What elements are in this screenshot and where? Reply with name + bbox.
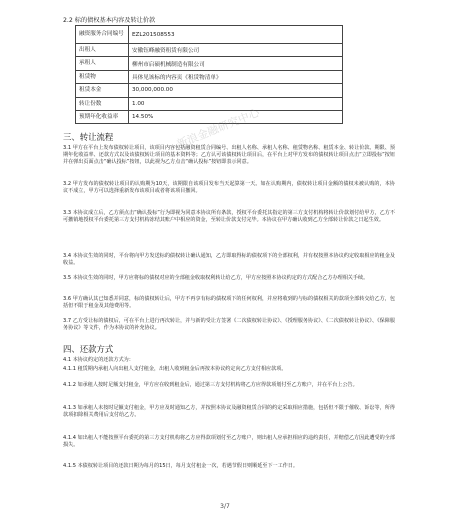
paragraph-3-7: 3.7 乙方受让标的债权后，可在平台上进行再次转让，并与新的受让方签署《二次债权转让协议》、《授理服务协议》、《二次债权转让协议》、《保障服务协议》等文件，作为本协议的补充协议。	[63, 318, 395, 331]
table-row	[76, 44, 343, 57]
debt-info-table	[75, 25, 343, 124]
section-three-heading: 三、转让流程	[63, 132, 114, 142]
paragraph-4-1-3: 4.1.3 如承租人未按时足额支付租金，甲方应及时通知乙方，并按照本协议及融资租赁合同的约定采取相应措施，包括但不限于催收、诉讼等，所得款项扣除相关费用后支付给乙方。	[63, 405, 395, 418]
table-label: 融资服务合同编号	[76, 26, 129, 44]
paragraph-3-1: 3.1 甲方在平台上发布债权转让项目，该项目内容包括融资租赁合同编号、出租人名称、承租人名称、租赁物名称、租赁本金、转让价款、期限、预期年化收益率、还款方式以及该债权转让项目的基本资料等；乙方认可该债权转让项目后，在平台上对甲方发布的债权转让项目点击“立即投标”按钮并在弹出页面点击“确认投标”按钮，以此视为乙方点击“确认投标”按钮即表示同意。	[63, 145, 395, 165]
table-value: 安徽钰峰融资租赁有限公司	[129, 44, 343, 57]
table-label: 出租人	[76, 44, 129, 57]
section-four-heading: 四、还款方式	[63, 344, 114, 354]
paragraph-3-2: 3.2 甲方发布的债权转让项目的认购期为10天，该期限自该项目发布当天起算第一天。如在认购期内，债权转让项目金额的债权未被认购的，本协议不成立，甲方可以选择重新发布该项目或者将该项目撤回。	[63, 181, 395, 194]
table-label: 租赁本金	[76, 84, 129, 97]
table-label: 转让份数	[76, 97, 129, 110]
table-value: 14.50%	[129, 110, 343, 123]
paragraph-3-5: 3.5 本协议生效的同时，甲方应将标的债权对应的全部租金收取权利转让给乙方，甲方应按照本协议约定的方式配合乙方办理相关手续。	[63, 275, 369, 281]
paragraph-3-3: 3.3 本协议成立后，乙方须点击“确认投标”行为即视为同意本协议所有条款，授权平台委托其指定的第三方支付机构将转让价款划付给甲方，乙方不可撤销地授权平台委托第三方支付机构冻结其账户中相应的资金，至转让价款支付完毕。本协议在甲方确认收到乙方全部转让价款之日起生效。	[63, 210, 395, 223]
table-value: 柳州市启硕机械制造有限公司	[129, 57, 343, 70]
paragraph-4-1: 4.1 本协议约定的还款方式为：	[63, 357, 134, 363]
section-heading: 2.2 标的债权基本内容及转让价款	[63, 17, 156, 24]
table-label: 承租人	[76, 57, 129, 70]
paragraph-3-4: 3.4 本协议生效的同时，平台将向甲方发送标的债权转让确认通知，乙方即取得标的债权项下的全部权利，并有权按照本协议约定收取相应的租金及收益。	[63, 253, 395, 266]
paragraph-4-1-1: 4.1.1 租赁期内承租人向出租人支付租金，出租人收到租金后再按本协议约定向乙方支付相应款项。	[63, 366, 287, 372]
paragraph-4-1-4: 4.1.4 如出租人不能按照平台委托的第三方支付机构将乙方应得款项划付至乙方账户，则出租人应承担相应的违约责任，并赔偿乙方因此遭受的全部损失。	[63, 435, 395, 448]
paragraph-4-1-2: 4.1.2 如承租人按时足额支付租金，甲方应在收到租金后，通过第三方支付机构将乙方应得款项划付至乙方账户，并在平台上公告。	[63, 382, 358, 388]
paragraph-3-6: 3.6 甲方确认其已知悉并同意，标的债权转让后，甲方不再享有标的债权项下的任何权利，并应将收到的与标的债权相关的款项全部转交给乙方，包括但不限于租金及其他费用等。	[63, 296, 395, 309]
table-label: 预期年化收益率	[76, 110, 129, 123]
table-row	[76, 26, 343, 44]
table-row	[76, 70, 343, 83]
table-value: EZL201508553	[129, 26, 343, 44]
table-value: 具体见该标的内容页《租赁物清单》	[129, 70, 343, 83]
page-number: 3/7	[220, 503, 230, 510]
table-value: 1.00	[129, 97, 343, 110]
table-row	[76, 57, 343, 70]
watermark: 新浪金融研究中心	[174, 105, 262, 151]
table-label: 租赁物	[76, 70, 129, 83]
table-value: 30,000,000.00	[129, 84, 343, 97]
paragraph-4-1-5: 4.1.5 本债权转让项目的还款日期为每月的15日，每月支付租金一次，若遇节假日则顺延至下一工作日。	[63, 463, 299, 469]
